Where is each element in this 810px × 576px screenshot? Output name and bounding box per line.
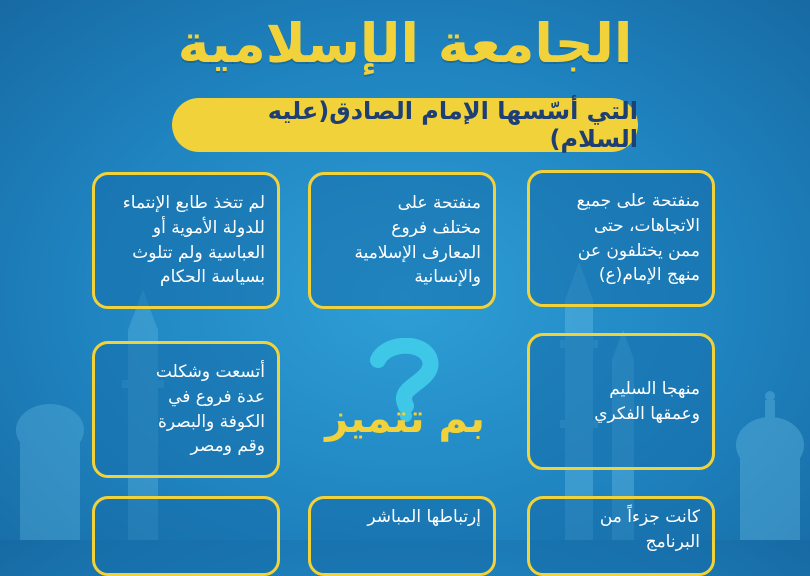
- info-card-8: [92, 496, 280, 576]
- center-logo: [320, 338, 490, 456]
- info-card-3-text: لم تتخذ طابع الإنتماء للدولة الأموية أو العباسية ولم تتلوث بسياسة الحكام: [122, 193, 265, 288]
- info-card-7-text: إرتباطها المباشر: [367, 507, 481, 527]
- info-card-5: [92, 341, 280, 478]
- logo-text: بم تتميز: [325, 396, 485, 442]
- info-card-1-text: منفتحة على جميع الاتجاهات، حتى ممن يختلفون عن منهج الإمام(ع): [576, 191, 700, 286]
- info-card-5-text: أتسعت وشكلت عدة فروع في الكوفة والبصرة وقم ومصر: [155, 362, 265, 457]
- subtitle-banner: [172, 98, 638, 152]
- info-card-4: [527, 333, 715, 470]
- subtitle-text: التي أسّسها الإمام الصادق(عليه السلام): [267, 97, 638, 153]
- info-card-3: [92, 172, 280, 309]
- info-card-7: [308, 496, 496, 576]
- info-card-2-text: منفتحة على مختلف فروع المعارف الإسلامية والإنسانية: [354, 193, 481, 288]
- info-card-6-text: كانت جزءاً من البرنامج: [599, 507, 700, 552]
- page-title: الجامعة الإسلامية: [177, 12, 633, 75]
- info-card-2: [308, 172, 496, 309]
- info-card-4-text: منهجا السليم وعمقها الفكري: [594, 378, 700, 424]
- info-card-6: [527, 496, 715, 576]
- info-card-1: [527, 170, 715, 307]
